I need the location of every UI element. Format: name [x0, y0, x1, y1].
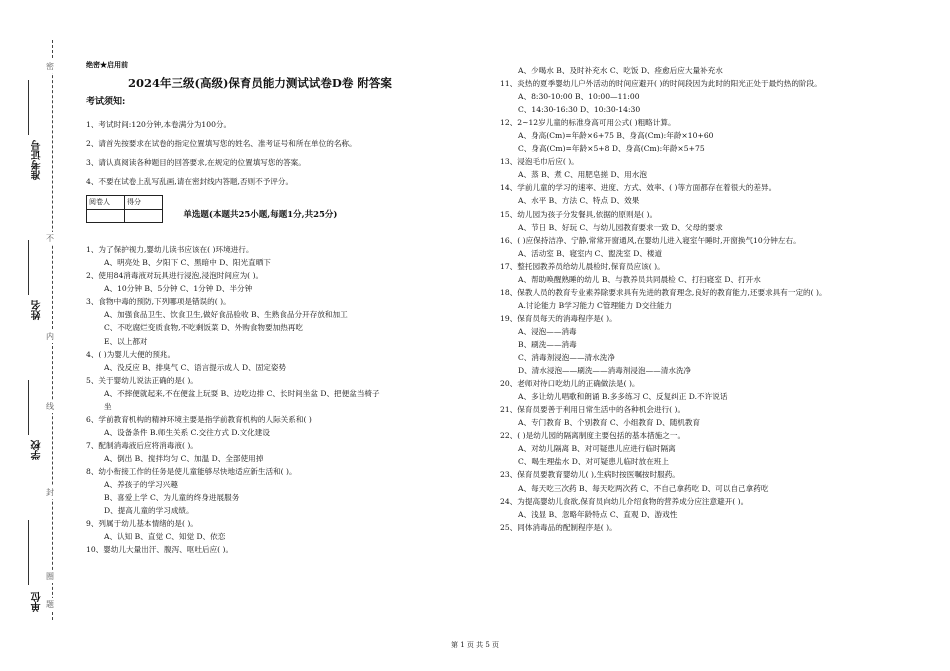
page-footer: 第 1 页 共 5 页	[450, 641, 500, 649]
answer-options: A、明亮处 B、夕阳下 C、黑暗中 D、阳光直晒下	[104, 258, 271, 268]
question-text: 22、( )是幼儿园的隔离制度主要包括的基本措施之一。	[500, 431, 686, 441]
answer-options: A、多让幼儿唱歌和朗诵 B.多多练习 C、反复纠正 D.不许说话	[518, 392, 728, 402]
answer-options: C、身高(Cm)=年龄×5+8 D、身高(Cm):年龄×5+75	[518, 144, 705, 154]
left-column	[86, 58, 486, 556]
notice-heading: 考试须知:	[86, 97, 126, 108]
unit-label: 单位	[32, 592, 43, 612]
answer-options: A、倒出 B、搅拌均匀 C、加温 D、全部使用掉	[104, 453, 264, 463]
answer-options: A、专门教育 B、个别教育 C、小组教育 D、随机教育	[518, 418, 701, 428]
question-text: 19、保育员每天的消毒程序是( )。	[500, 313, 617, 323]
section-header	[86, 191, 486, 223]
question-text: 17、整托园教养员给幼儿晨检时,保育员应该( )。	[500, 261, 665, 271]
answer-options: A、蒸 B、煮 C、用肥皂搓 D、用水泡	[518, 170, 647, 180]
grader-cell[interactable]	[87, 210, 125, 223]
section-title: 单选题(本题共25小题,每题1分,共25分)	[183, 210, 338, 221]
question-text: 3、食物中毒的预防,下列哪项是错误的( )。	[86, 297, 231, 307]
answer-options: A、对幼儿隔离 B、对可疑患儿应进行临时隔离	[518, 444, 676, 454]
answer-options: E、以上都对	[104, 336, 148, 346]
seal-char: 题	[46, 600, 54, 609]
answer-options: A、浸泡——消毒	[518, 326, 577, 336]
answer-options: A、不摔便就起来,不在便盆上玩耍 B、边吃边排 C、长时间坐盆 D、把便盆当椅子	[104, 388, 380, 398]
question-text: 9、列属于幼儿基本情绪的是( )。	[86, 519, 198, 529]
seal-char: 密	[46, 62, 54, 71]
question-text: 4、( )为婴儿大便的预兆。	[86, 349, 176, 359]
page-title: 2024年三级(高级)保育员能力测试试卷D卷 附答案	[128, 76, 392, 91]
answer-options: A、加强食品卫生、饮食卫生,做好食品验收 B、生熟食品分开存放和加工	[104, 310, 348, 320]
answer-options: A、没反应 B、排臭气 C、语言提示成人 D、固定姿势	[104, 362, 287, 372]
answer-options: A、认知 B、直觉 C、知觉 D、依恋	[104, 532, 226, 542]
answer-options: A、每天吃三次药 B、每天吃两次药 C、不自己拿药吃 D、可以自己拿药吃	[518, 483, 769, 493]
school-line	[28, 380, 30, 435]
answer-options: B、喜爱上学 C、为儿童的终身进展服务	[104, 493, 240, 503]
answer-options: A、活动室 B、寝室内 C、盥洗室 D、楼道	[518, 248, 663, 258]
answer-options: A、帮助唤醒熟睡的幼儿 B、与教养员共同晨检 C、打扫寝室 D、打开水	[518, 274, 761, 284]
answer-options: A、节日 B、好玩 C、与幼儿园教育要求一致 D、父母的要求	[518, 222, 723, 232]
answer-options: C、不吃腐烂变质食物,不吃剩饭菜 D、外购食物要加热再吃	[104, 323, 303, 333]
notice-item: 4、不要在试卷上乱写乱画,请在密封线内答题,否则不予评分。	[86, 177, 294, 187]
question-text: 11、炎热的夏季婴幼儿户外活动的时间应避开( )的时间段因为此时的阳光正处于最灼热的阶段。	[500, 79, 822, 89]
question-text: 13、浸泡毛巾后应( )。	[500, 157, 579, 167]
answer-options: A、养孩子的学习兴趣	[104, 480, 178, 490]
score-box	[86, 195, 163, 223]
score-cell[interactable]	[125, 210, 163, 223]
left-questions	[86, 243, 486, 556]
seal-char: 线	[46, 402, 54, 411]
exam-number-line	[28, 80, 30, 135]
notice-item: 3、请认真阅读各种题目的回答要求,在规定的位置填写您的答案。	[86, 158, 306, 168]
seal-char: 内	[46, 332, 54, 341]
answer-options: A、身高(Cm)=年龄×6+75 B、身高(Cm):年龄×10+60	[518, 131, 714, 141]
answer-options: C、14:30-16:30 D、10:30-14:30	[518, 105, 641, 115]
question-text: 1、为了保护视力,婴幼儿读书应该在( )环境进行。	[86, 245, 254, 255]
question-text: 5、关于婴幼儿说法正确的是( )。	[86, 375, 198, 385]
answer-options: A、8:30-10:00 B、10:00—11:00	[518, 92, 640, 102]
answer-options: B、刷洗——消毒	[518, 339, 577, 349]
score-label: 得分	[125, 196, 163, 210]
question-text: 12、2~12岁儿童的标准身高可用公式( )粗略计算。	[500, 118, 676, 128]
unit-line	[28, 520, 30, 585]
seal-char: 圈	[46, 572, 54, 581]
school-label: 学校	[32, 440, 43, 460]
secret-mark: 绝密★启用前	[86, 60, 128, 69]
question-text: 15、幼儿园为孩子分发餐具,依据的原则是( )。	[500, 209, 658, 219]
exam-number-label: 准考证号	[32, 140, 43, 180]
answer-options: C、喝生理盐水 D、对可疑患儿临时放在班上	[518, 457, 669, 467]
question-text: 18、保教人员的教育专业素养除要求具有先进的教育理念,良好的教育能力,还要求具有一定的( )。	[500, 287, 827, 297]
answer-options: A、10分钟 B、5分钟 C、1分钟 D、半分钟	[104, 284, 253, 294]
name-label: 姓名	[32, 300, 43, 320]
binding-margin	[0, 0, 70, 671]
question-text: 10、婴幼儿大量出汗、腹泻、呕吐后应( )。	[86, 545, 234, 555]
answer-options: D、提高儿童的学习成绩。	[104, 506, 194, 516]
question-text: 21、保育员要善于利用日常生活中的各种机会进行( )。	[500, 405, 686, 415]
seal-char: 不	[46, 234, 54, 243]
question-text: 6、学前教育机构的精神环境主要是指学前教育机构的人际关系和( )	[86, 414, 312, 424]
question-text: 8、幼小衔接工作的任务是使儿童能够尽快地适应新生活和( )。	[86, 466, 297, 476]
answer-options: 坐	[104, 401, 112, 411]
question-text: 7、配制消毒液后应将消毒液( )。	[86, 440, 198, 450]
question-text: 2、使用84消毒液对玩具进行浸泡,浸泡时间应为( )。	[86, 271, 264, 281]
answer-options: A、水平 B、方法 C、特点 D、效果	[518, 196, 640, 206]
notice-item: 2、请首先按要求在试卷的指定位置填写您的姓名、准考证号和所在单位的名称。	[86, 139, 357, 149]
answer-options: A、浅显 B、忽略年龄特点 C、直观 D、游戏性	[518, 509, 678, 519]
question-text: 23、保育员要教育婴幼儿( ),生病时按医嘱按时服药。	[500, 470, 680, 480]
answer-options: A、设备条件 B.师生关系 C.交往方式 D.文化建设	[104, 427, 270, 437]
seal-char: 封	[46, 488, 54, 497]
right-questions	[500, 64, 900, 534]
name-line	[28, 240, 30, 295]
question-text: 14、学前儿童的学习的速率、进度、方式、效率、( )等方面都存在着很大的差异。	[500, 183, 777, 193]
notice-item: 1、考试时间:120分钟,本卷满分为100分。	[86, 120, 232, 130]
answer-options: A、少喝水 B、及时补充水 C、吃饭 D、痊愈后应大量补充水	[518, 66, 723, 75]
question-text: 25、同体消毒品的配制程序是( )。	[500, 522, 617, 532]
question-text: 24、为提高婴幼儿食欲,保育员向幼儿介绍食物的营养成分应注意避开( )。	[500, 496, 749, 506]
question-text: 16、( )应保持洁净、宁静,常常开窗通风,在婴幼儿进入寝室午睡时,开窗换气10分钟左右。	[500, 235, 801, 245]
answer-options: C、消毒剂浸泡——清水洗净	[518, 353, 615, 363]
question-text: 20、老师对待口吃幼儿的正确做法是( )。	[500, 379, 640, 389]
answer-options: A.讨论能力 B学习能力 C管理能力 D交往能力	[518, 300, 673, 310]
answer-options: D、清水浸泡——刷洗——消毒剂浸泡——清水洗净	[518, 366, 692, 376]
grader-label: 阅卷人	[87, 196, 125, 210]
